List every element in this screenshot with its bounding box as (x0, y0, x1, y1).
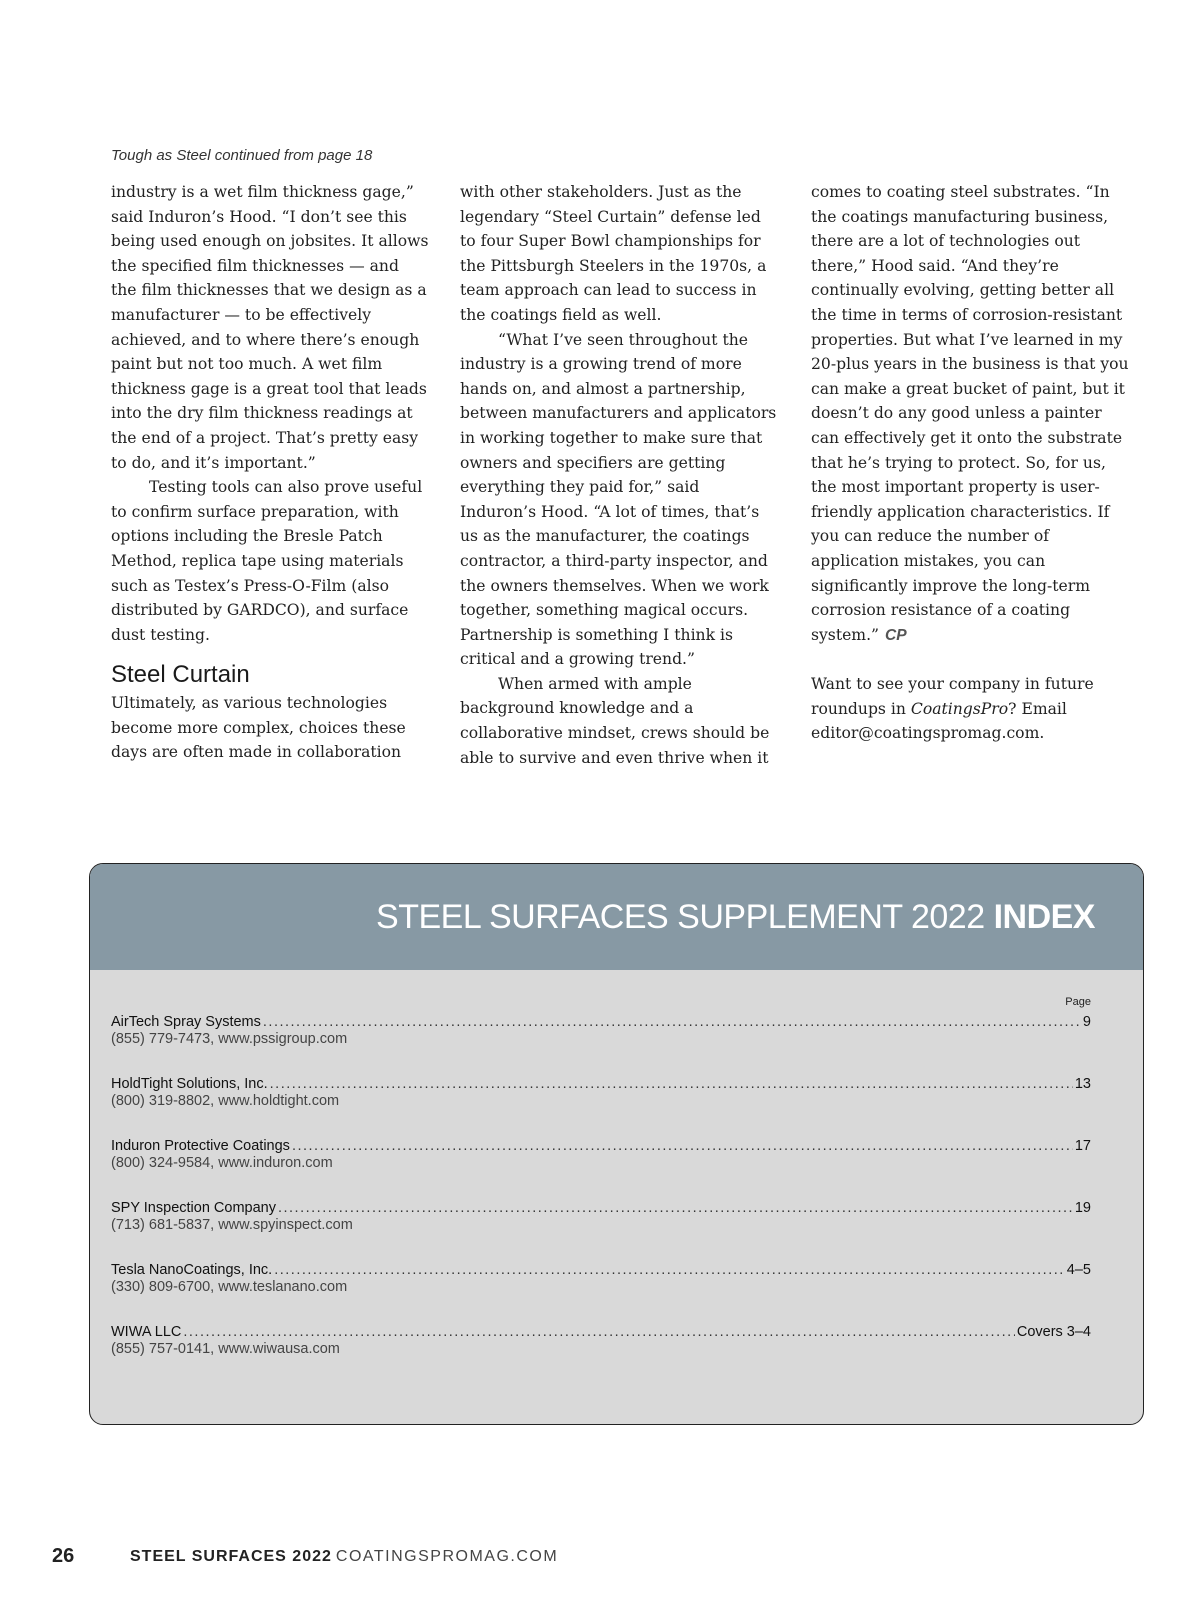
index-entry (111, 1324, 1091, 1357)
company-contact: (713) 681-5837, www.spyinspect.com (111, 1217, 353, 1233)
advertiser-index (89, 863, 1144, 1425)
company-name: Tesla NanoCoatings, Inc. (111, 1262, 273, 1278)
company-contact: (800) 324-9584, www.induron.com (111, 1155, 333, 1171)
company-contact: (855) 757-0141, www.wiwausa.com (111, 1341, 340, 1357)
page-footer (52, 1545, 559, 1568)
article-column-3 (811, 180, 1129, 746)
leader-dots (274, 1262, 1065, 1278)
company-name: SPY Inspection Company (111, 1200, 276, 1216)
leader-dots (270, 1076, 1073, 1092)
paragraph-text: comes to coating steel substrates. “In the coatings manufacturing business, there are a lot of technologies out there,” Hood said. “And they’re continually evolving, getting better all the time in terms of corrosion-resistant properties. But what I’ve learned in my 20-plus years in the business is that you can make a great bucket of paint, but it doesn’t do any good unless a painter can effectively get it onto the substrate that he’s trying to protect. So, for us, the most important property is user-friendly application characteristics. If you can reduce the number of application mistakes, you can significantly improve the long-term corrosion resistance of a coating system.” (811, 183, 1129, 644)
article-column-1 (111, 180, 429, 765)
index-title-light: STEEL SURFACES SUPPLEMENT 2022 (376, 898, 985, 936)
page-reference: 17 (1074, 1138, 1091, 1154)
paragraph: Testing tools can also prove useful to confirm surface preparation, with options including the Bresle Patch Method, replica tape using materials such as Testex’s Press-O-Film (also distributed by GARDCO), and surface dust testing. (111, 478, 423, 644)
page-reference: 13 (1074, 1076, 1091, 1092)
company-name: HoldTight Solutions, Inc. (111, 1076, 268, 1092)
website: COATINGSPROMAG.COM (335, 1548, 559, 1565)
page-column-label: Page (1065, 996, 1091, 1008)
publication-title: STEEL SURFACES 2022 (130, 1548, 332, 1565)
paragraph-text: ? Email editor@coatingspromag.com. (811, 699, 1067, 743)
paragraph: with other stakeholders. Just as the legendary “Steel Curtain” defense led to four Super Bowl championships for the Pittsburgh Steelers in the 1970s, a team approach can lead to success in the coatings field as well. (460, 183, 767, 324)
leader-dots (292, 1138, 1073, 1154)
page-reference: 4–5 (1066, 1262, 1091, 1278)
paragraph: industry is a wet film thickness gage,” said Induron’s Hood. “I don’t see this being used enough on jobsites. It allows the specified film thicknesses — and the film thicknesses that we design as a manufacturer — to be effectively achieved, and to where there’s enough paint but not too much. A wet film thickness gage is a great tool that leads into the dry film thickness readings at the end of a project. That’s pretty easy to do, and it’s important.” (111, 183, 429, 472)
end-mark: CP (885, 626, 907, 644)
leader-dots (263, 1014, 1081, 1030)
page-reference: Covers 3–4 (1016, 1324, 1091, 1340)
company-name: AirTech Spray Systems (111, 1014, 261, 1030)
paragraph (811, 180, 1129, 648)
company-contact: (330) 809-6700, www.teslanano.com (111, 1279, 348, 1295)
page-number: 26 (52, 1545, 75, 1567)
company-name: Induron Protective Coatings (111, 1138, 290, 1154)
leader-dots (183, 1324, 1014, 1340)
leader-dots (278, 1200, 1073, 1216)
index-entry (111, 1076, 1091, 1109)
magazine-name: CoatingsPro (910, 699, 1009, 718)
article-column-2 (460, 180, 780, 770)
company-contact: (855) 779-7473, www.pssigroup.com (111, 1031, 348, 1047)
paragraph: Ultimately, as various technologies become more complex, choices these days are often made in collaboration (111, 694, 406, 762)
index-entry (111, 1200, 1091, 1233)
paragraph: “What I’ve seen throughout the industry is a growing trend of more hands on, and almost a partnership, between manufacturers and applicators in working together to make sure that owners and specifiers are getting everything they paid for,” said Induron’s Hood. “A lot of times, that’s us as the manufacturer, the coatings contractor, a third-party inspector, and the owners themselves. When we work together, something magical occurs. Partnership is something I think is critical and a growing trend.” (460, 330, 777, 669)
index-title-bold: INDEX (993, 898, 1095, 936)
continued-note: Tough as Steel continued from page 18 (111, 147, 373, 164)
section-heading: Steel Curtain (111, 661, 250, 689)
index-entry (111, 1014, 1091, 1047)
paragraph: When armed with ample background knowledge and a collaborative mindset, crews should be able to survive and even thrive when it (460, 674, 770, 767)
index-entry (111, 1262, 1091, 1295)
index-title (376, 898, 1095, 937)
paragraph-text: Want to see your company in future roundups in (811, 675, 1094, 718)
page-reference: 9 (1082, 1014, 1091, 1030)
page-reference: 19 (1074, 1200, 1091, 1216)
paragraph (811, 672, 1129, 746)
index-entry (111, 1138, 1091, 1171)
index-header (90, 864, 1143, 970)
publication-name (130, 1548, 558, 1566)
company-name: WIWA LLC (111, 1324, 182, 1340)
company-contact: (800) 319-8802, www.holdtight.com (111, 1093, 340, 1109)
